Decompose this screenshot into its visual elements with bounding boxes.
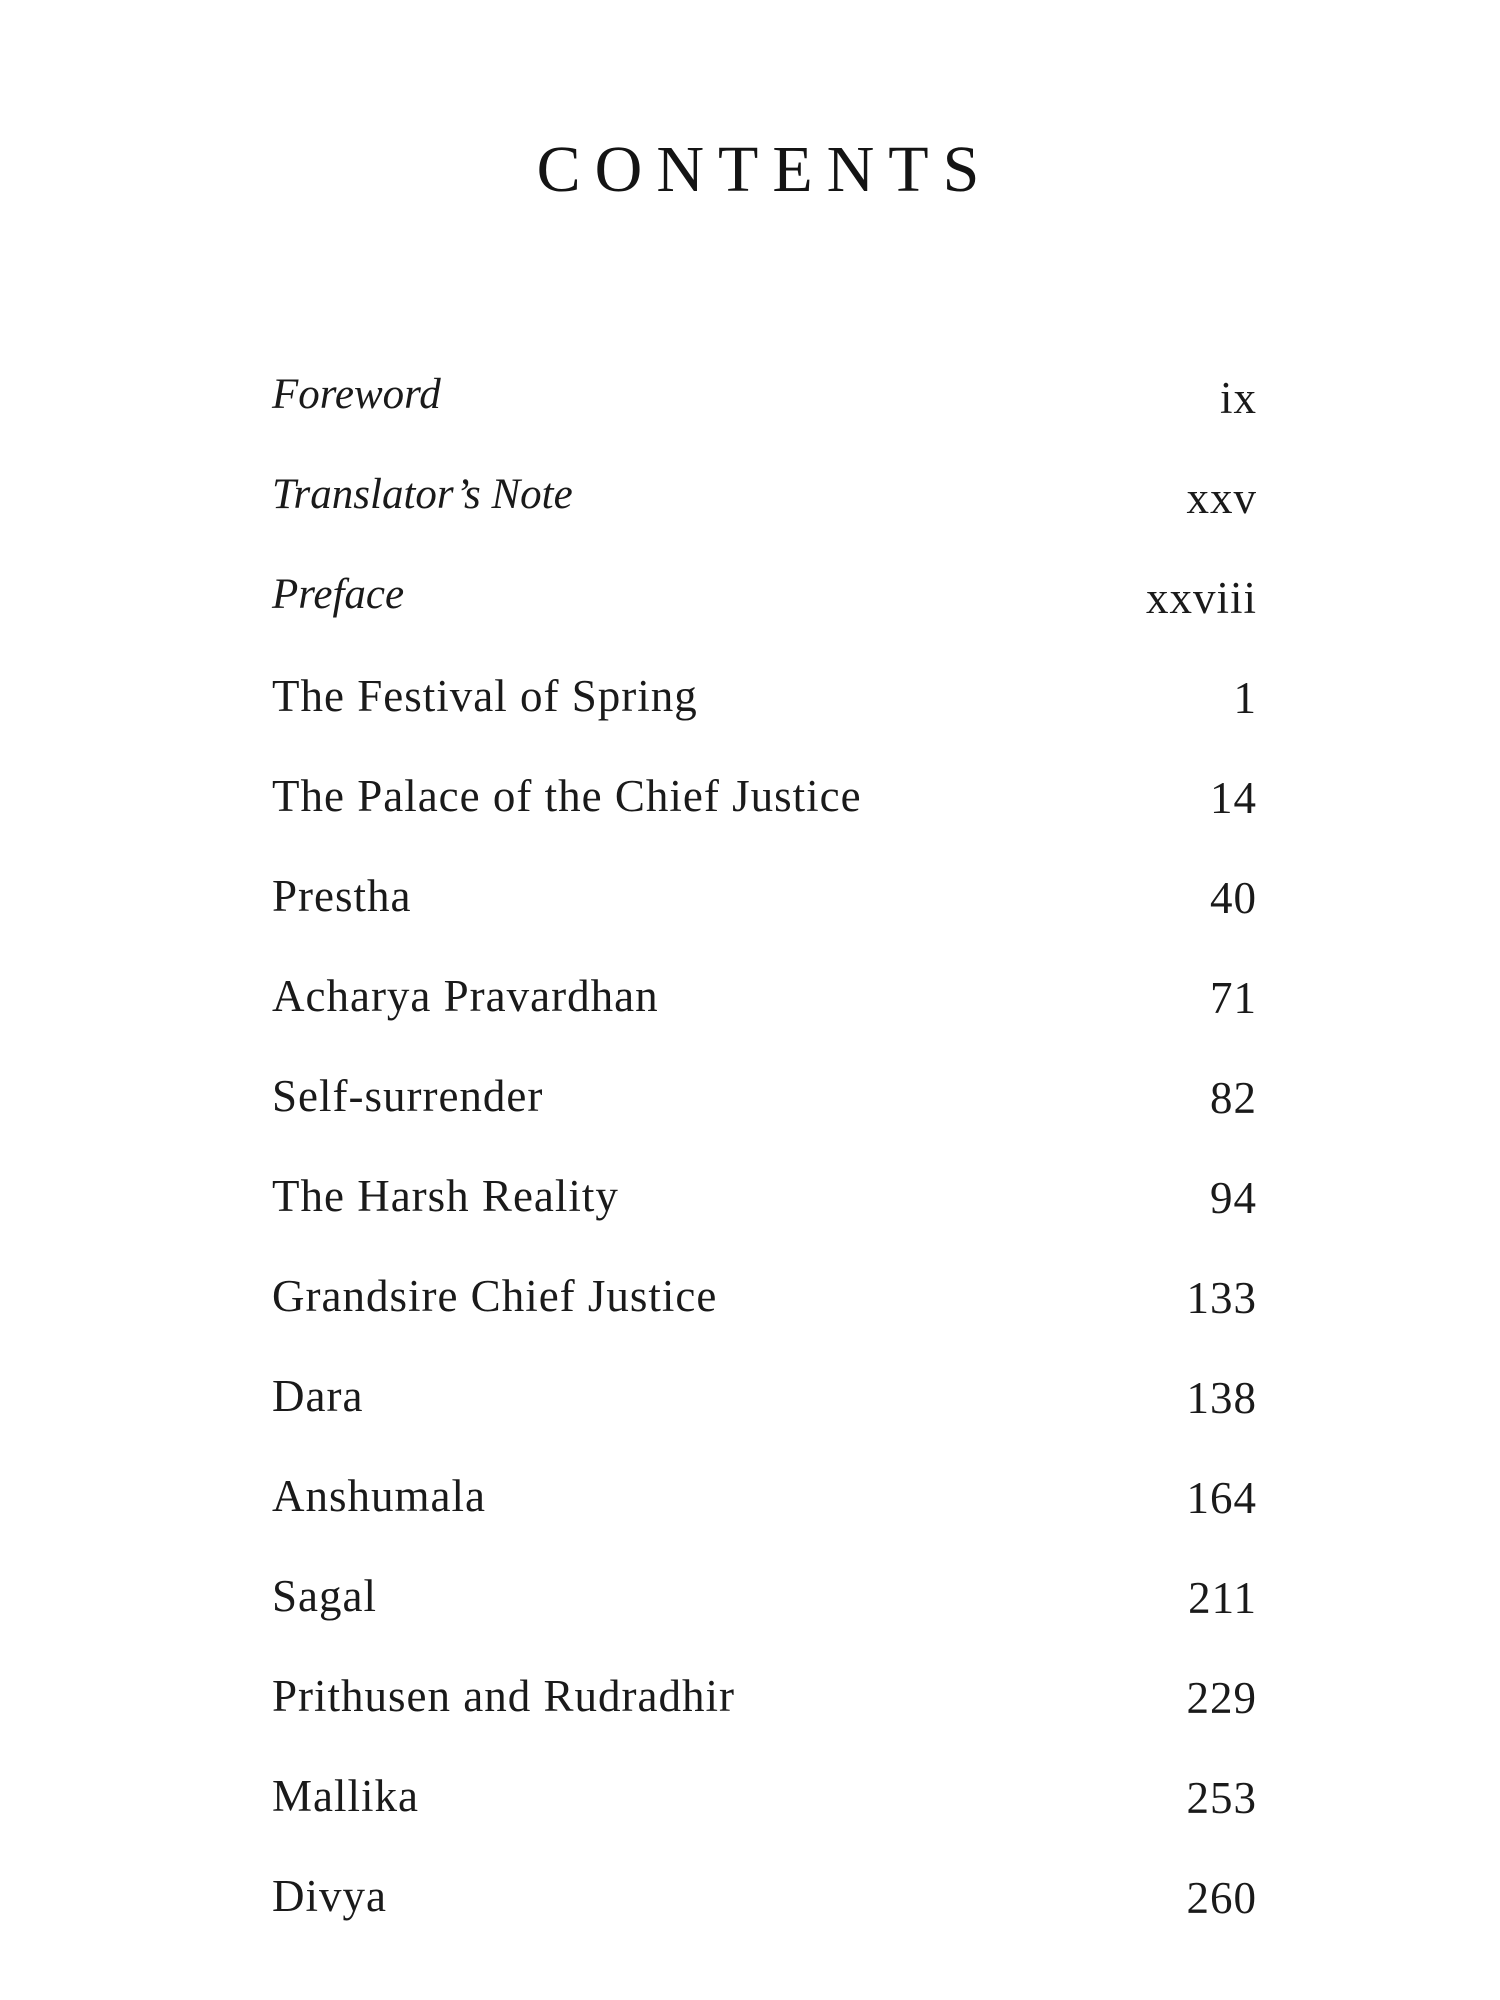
toc-entry-title: Preface xyxy=(272,571,405,618)
toc-entry-page: xxv xyxy=(1186,473,1257,523)
toc-entry-page: 1 xyxy=(1233,673,1257,723)
toc-entry-title: The Harsh Reality xyxy=(272,1171,619,1221)
toc-entry-page: 164 xyxy=(1186,1473,1257,1523)
toc-entry[interactable] xyxy=(272,970,1257,1070)
toc-entry[interactable] xyxy=(272,670,1257,770)
toc-entry-title: The Palace of the Chief Justice xyxy=(272,771,862,821)
toc-entry-title: Prithusen and Rudradhir xyxy=(272,1671,735,1721)
toc-entry[interactable] xyxy=(272,1470,1257,1570)
toc-entry[interactable] xyxy=(272,470,1257,570)
page-title: CONTENTS xyxy=(536,133,994,207)
toc-entry-page: 94 xyxy=(1210,1173,1257,1223)
toc-entry-page: 211 xyxy=(1188,1573,1257,1623)
toc-entry[interactable] xyxy=(272,1170,1257,1270)
toc-entry-page: ix xyxy=(1219,373,1257,423)
toc-entry-page: 40 xyxy=(1210,873,1257,923)
toc-entry-page: 229 xyxy=(1186,1673,1257,1723)
toc-entry[interactable] xyxy=(272,1770,1257,1870)
toc-entry-page: 138 xyxy=(1186,1373,1257,1423)
toc-entry-page: xxviii xyxy=(1145,573,1257,623)
toc-entry-title: Sagal xyxy=(272,1571,377,1621)
toc-entry-page: 14 xyxy=(1210,773,1257,823)
toc-entry-title: Self-surrender xyxy=(272,1071,544,1121)
toc-entry[interactable] xyxy=(272,1070,1257,1170)
toc-entry-page: 253 xyxy=(1186,1773,1257,1823)
toc-entry-title: Foreword xyxy=(272,371,441,418)
toc-entry[interactable] xyxy=(272,1370,1257,1470)
toc-entry-title: Dara xyxy=(272,1371,364,1421)
toc-entry-title: Mallika xyxy=(272,1771,419,1821)
toc-entry[interactable] xyxy=(272,1670,1257,1770)
toc-entry-title: Anshumala xyxy=(272,1471,486,1521)
toc-entry-title: Translator’s Note xyxy=(272,471,573,518)
toc-entry[interactable] xyxy=(272,1270,1257,1370)
toc-entry-page: 71 xyxy=(1210,973,1257,1023)
toc-entry[interactable] xyxy=(272,870,1257,970)
toc-entry-title: The Festival of Spring xyxy=(272,671,698,721)
toc-entry[interactable] xyxy=(272,570,1257,670)
toc-entry-page: 260 xyxy=(1186,1873,1257,1923)
toc-entry[interactable] xyxy=(272,370,1257,470)
toc-entry-title: Divya xyxy=(272,1871,387,1921)
toc-entry[interactable] xyxy=(272,770,1257,870)
toc-entry-title: Acharya Pravardhan xyxy=(272,971,659,1021)
toc-entry[interactable] xyxy=(272,1870,1257,1970)
toc-entry[interactable] xyxy=(272,1570,1257,1670)
toc-entry-title: Grandsire Chief Justice xyxy=(272,1271,718,1321)
table-of-contents xyxy=(272,370,1257,1970)
toc-entry-title: Prestha xyxy=(272,871,412,921)
toc-entry-page: 82 xyxy=(1210,1073,1257,1123)
toc-entry-page: 133 xyxy=(1186,1273,1257,1323)
